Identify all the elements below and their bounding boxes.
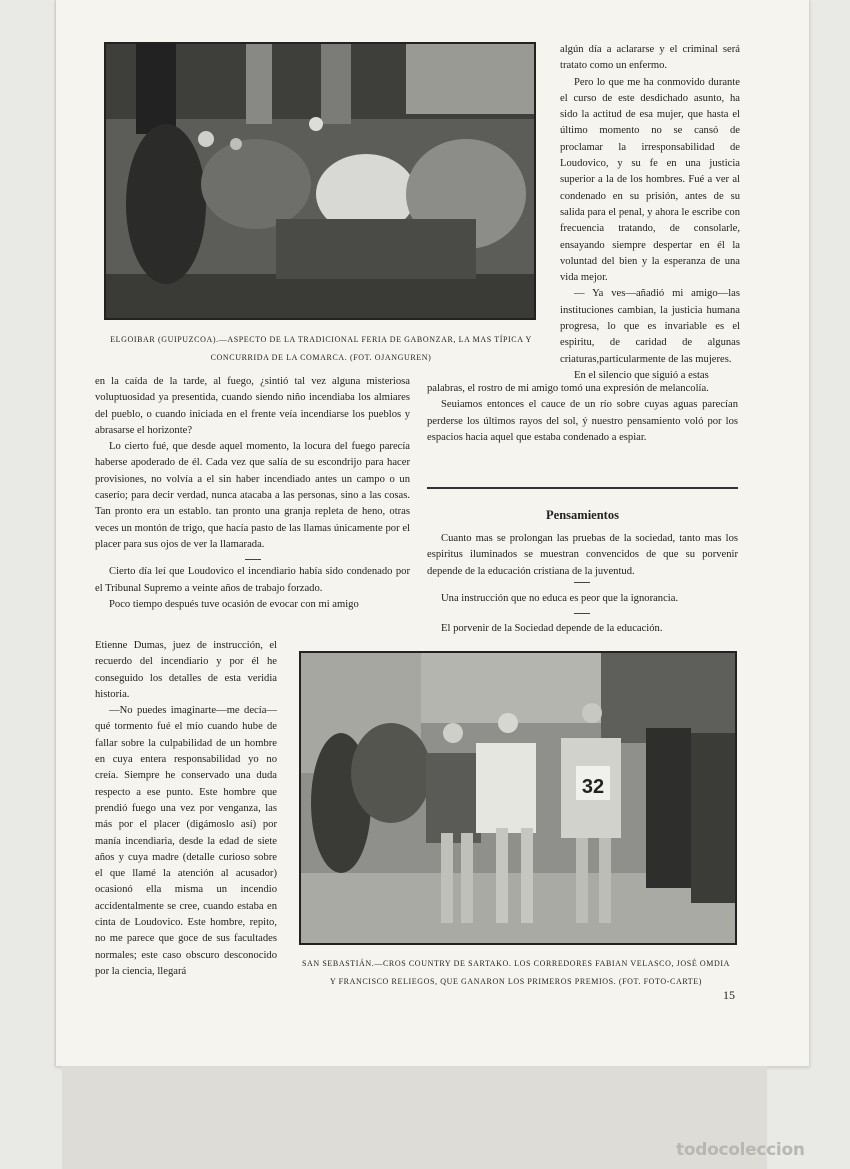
right-column-middle	[427, 381, 738, 446]
runners-photo	[299, 651, 737, 945]
page-underlay	[62, 1066, 767, 1169]
paragraph: — Ya ves—añadió mi amigo—las instituciones cambian, la justicia humana progresa, lo que es invariable es el espiritu, de caridad de algunas criaturas,particularmente de las mujeres.	[560, 288, 740, 365]
page-number: 15	[723, 988, 735, 1002]
paragraph: Seuiamos entonces el cauce de un río sobre cuyas aguas parecían perderse los últimos rayos del sol, ý nuestro pensamiento voló por los espacios hacia aquel que estaba condenado a espiar.	[427, 399, 738, 443]
fair-caption-line-1: ELGOIBAR (GUIPUZCOA).—ASPECTO DE LA TRADICIONAL FERIA DE GABONZAR, LA MAS TÍPICA Y	[110, 335, 532, 344]
paragraph: Lo cierto fué, que desde aquel momento, la locura del fuego parecía haberse apoderado de él. Cada vez que salía de su escondrijo para hacer provisiones, no volvía a el sin haber incendiado antes un campo o un caserío; para decir verdad, nunca atacaba a las personas, sino a las cosas. Tan pronto era un establo. tan pronto una granja repleta de heno, otras veces un montón de trigo, que hacía pasto de las llamas únicamente por el placer para sus ojos de ver la llamarada.	[95, 441, 410, 550]
fair-photo	[104, 42, 536, 320]
watermark-text: todocoleccion	[676, 1140, 805, 1160]
fair-caption-line-2: CONCURRIDA DE LA COMARCA. (FOT. OJANGUREN)	[210, 353, 432, 362]
left-column	[95, 374, 410, 613]
runners-caption-line-1: SAN SEBASTIÁN.—CROS COUNTRY DE SARTAKO. LOS CORREDORES FABIAN VELASCO, JOSÉ OMDIA	[301, 959, 731, 968]
paragraph: En el silencio que siguió a estas	[574, 369, 709, 381]
fair-photo-image	[106, 44, 534, 318]
thought-divider	[574, 582, 590, 583]
paragraph-divider	[245, 559, 261, 560]
paragraph: en la caída de la tarde, al fuego, ¿sintió tal vez alguna misteriosa voluptuosidad ya presentida, cuando siendo niño incendiaba los almiares del pueblo, o cuando iniciada en el frente veía incendiarse los pueblos y abrasarse el horizonte?	[95, 376, 410, 436]
paragraph: Cierto día leí que Loudovico el incendiario había sido condenado por el Tribunal Supremo a veinte años de trabajo forzado.	[95, 566, 410, 594]
paragraph: Poco tiempo después tuve ocasión de evocar con mi amigo	[109, 598, 359, 610]
section-heading: Pensamientos	[546, 508, 619, 522]
section-rule	[427, 487, 738, 489]
thoughts	[427, 621, 738, 637]
thought: El porvenir de la Sociedad depende de la educación.	[441, 623, 663, 634]
paragraph: palabras, el rostro de mi amigo tomó una expresión de melancolía.	[427, 383, 709, 394]
runners-caption	[296, 955, 736, 991]
thoughts	[427, 591, 738, 607]
thought: Cuanto mas se prolongan las pruebas de la sociedad, tanto mas los espiritus iluminados se muestran convencidos de que su porvenir depende de la educación cristiana de la juventud.	[427, 533, 738, 577]
right-column-upper	[560, 42, 740, 384]
paragraph: —No puedes imaginarte—me decía—qué tormento fué el mío cuando hube de fallar sobre la culpabilidad de un hombre en cuya entera responsabilidad yo no creía. Siempre he conservado una duda respecto a ese punto. Este hombre que prendió fuego una vez por venganza, las más por el placer (digámoslo así) por manía incendiaria, desde la edad de siete años y cuya madre (detalle curioso sobre el que llamé la atención al acusador) ocasionó ella misma un incendio accidentalmente se cree, cuando estaba en cinta de Loudovico. Este hombre, repito, no me parece que goce de sus facultades normales; este caso obscuro desconocido por la ciencia, llegará	[95, 705, 277, 977]
paragraph: Etienne Dumas, juez de instrucción, el recuerdo del incendiario y por él he conseguido los detalles de esta veridia historia.	[95, 640, 277, 700]
fair-caption	[98, 331, 544, 367]
paragraph: algún día a aclararse y el criminal será tratato como un enfermo.	[560, 44, 740, 72]
runners-photo-image	[301, 653, 735, 943]
paragraph: Pero lo que me ha conmovido durante el curso de este desdichado asunto, ha sido la actitud de esa mujer, que hasta el último momento no se cansó de proclamar la irresponsabilidad de Loudovico, y su fe en una justicia superior a la de los hombres. Fué a ver al condenado en su prisión, antes de su salida para el penal, y ahora le escribe con frecuencia tratando, de consolarle, ensayando siempre despertar en él la voluntad del bien y la esperanza de una vida mejor.	[560, 76, 740, 284]
thought: Una instrucción que no educa es peor que la ignorancia.	[441, 593, 679, 604]
runner-bib-number: 32	[581, 776, 605, 798]
thought-divider	[574, 613, 590, 614]
left-column-narrow	[95, 638, 277, 980]
thoughts	[427, 531, 738, 580]
runners-caption-line-2: Y FRANCISCO RELIEGOS, QUE GANARON LOS PRIMEROS PREMIOS. (FOT. FOTO-CARTE)	[329, 977, 703, 986]
